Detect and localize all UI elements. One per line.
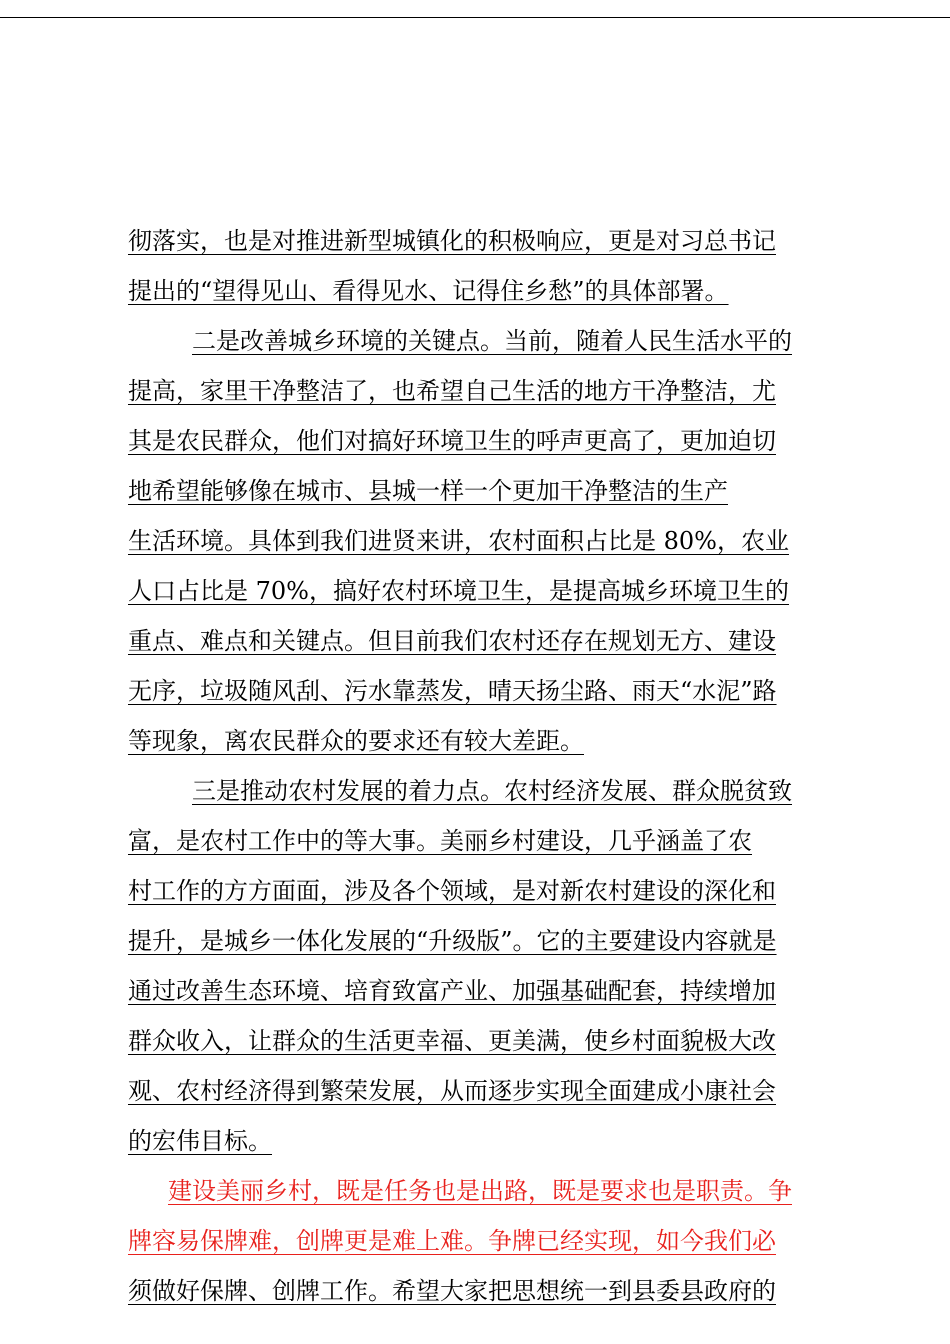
text-line: 提升，是城乡一体化发展的“升级版”。它的主要建设内容就是: [128, 927, 777, 955]
text-line: 地希望能够像在城市、县城一样一个更加干净整洁的生产: [128, 477, 728, 505]
paragraph-heading-2: 二是改善城乡环境的关键点。当前，随着人民生活水平的: [192, 327, 792, 355]
text-line: 观、农村经济得到繁荣发展，从而逐步实现全面建成小康社会: [128, 1077, 776, 1105]
highlighted-text-line: 牌容易保牌难，创牌更是难上难。争牌已经实现，如今我们必: [128, 1227, 776, 1255]
text-line: 群众收入，让群众的生活更幸福、更美满，使乡村面貌极大改: [128, 1027, 776, 1055]
text-line: 其是农民群众，他们对搞好环境卫生的呼声更高了，更加迫切: [128, 427, 776, 455]
text-line: 彻落实，也是对推进新型城镇化的积极响应，更是对习总书记: [128, 227, 776, 255]
highlighted-text-line: 建设美丽乡村，既是任务也是出路，既是要求也是职责。争: [168, 1177, 792, 1205]
text-line: 无序，垃圾随风刮、污水靠蒸发，晴天扬尘路、雨天“水泥”路: [128, 677, 777, 705]
text-line: 提出的“望得见山、看得见水、记得住乡愁”的具体部署。: [128, 277, 729, 305]
text-line: 富，是农村工作中的等大事。美丽乡村建设，几乎涵盖了农: [128, 827, 752, 855]
text-line: 通过改善生态环境、培育致富产业、加强基础配套，持续增加: [128, 977, 776, 1005]
text-line: 重点、难点和关键点。但目前我们农村还存在规划无方、建设: [128, 627, 776, 655]
text-line: 提高，家里干净整洁了，也希望自己生活的地方干净整洁，尤: [128, 377, 776, 405]
text-line: 的宏伟目标。: [128, 1127, 272, 1155]
paragraph-heading-3: 三是推动农村发展的着力点。农村经济发展、群众脱贫致: [192, 777, 792, 805]
text-line: 人口占比是 70%，搞好农村环境卫生，是提高城乡环境卫生的: [128, 577, 789, 605]
text-line: 生活环境。具体到我们进贤来讲，农村面积占比是 80%，农业: [128, 527, 789, 555]
text-line: 等现象，离农民群众的要求还有较大差距。: [128, 727, 584, 755]
text-line: 须做好保牌、创牌工作。希望大家把思想统一到县委县政府的: [128, 1277, 776, 1305]
text-line: 村工作的方方面面，涉及各个领域，是对新农村建设的深化和: [128, 877, 776, 905]
